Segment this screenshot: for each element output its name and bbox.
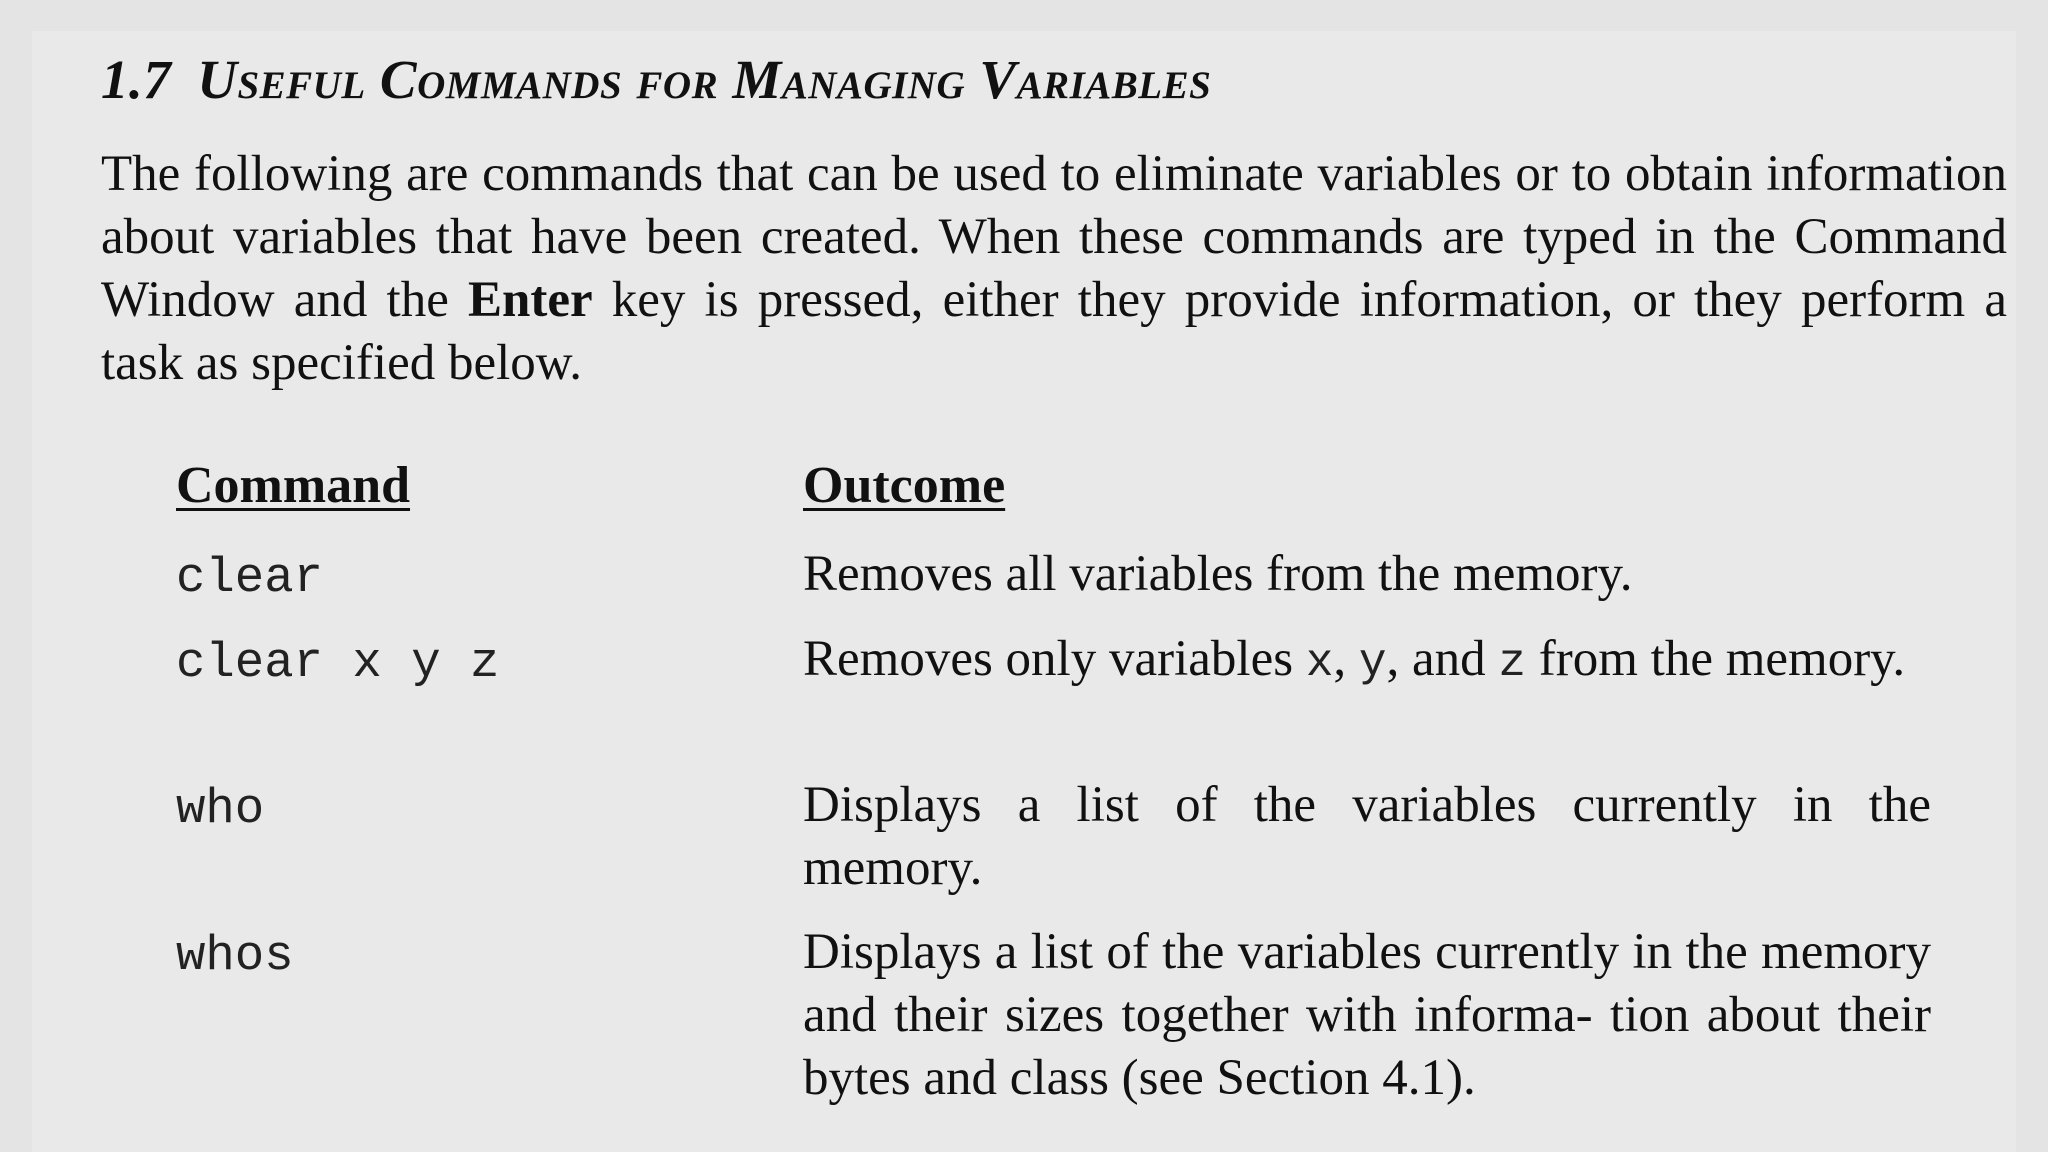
outcome-clear: Removes all variables from the memory. — [803, 546, 1633, 602]
intro-text-end: key is pressed, either they provide information, or they perform a task as specified below. — [101, 272, 2007, 391]
outcome-column-header: Outcome — [803, 457, 1006, 514]
variable-y: y — [1358, 637, 1387, 689]
section-heading — [101, 45, 1211, 115]
separator-1: , — [1333, 631, 1359, 687]
command-whos: whos — [176, 928, 294, 984]
variable-x: x — [1305, 637, 1334, 689]
outcome-who: Displays a list of the variables currently in the memory. — [803, 777, 1931, 896]
outcome-clear-xyz — [803, 628, 1931, 695]
outcome-clear-xyz-end: from the memory. — [1526, 631, 1906, 687]
intro-paragraph — [101, 143, 2007, 395]
section-title: Useful Commands for Managing Variables — [197, 49, 1212, 110]
enter-key-label: Enter — [467, 272, 593, 328]
command-clear: clear — [176, 550, 324, 606]
command-clear-xyz: clear x y z — [176, 635, 500, 691]
variable-z: z — [1498, 637, 1527, 689]
outcome-whos: Displays a list of the variables currently in the memory and their sizes together with informa- tion about their bytes and class (see Section 4.1). — [803, 924, 1931, 1106]
separator-2: , and — [1386, 631, 1499, 687]
outcome-clear-xyz-start: Removes only variables — [803, 631, 1306, 687]
intro-text-start: The following are commands that can be used to eliminate variables or to obtain information about variables that have been created. When these commands are typed in the Command Window and the — [101, 146, 2007, 328]
command-who: who — [176, 781, 265, 837]
command-column-header: Command — [176, 457, 411, 514]
section-number: 1.7 — [101, 49, 172, 110]
